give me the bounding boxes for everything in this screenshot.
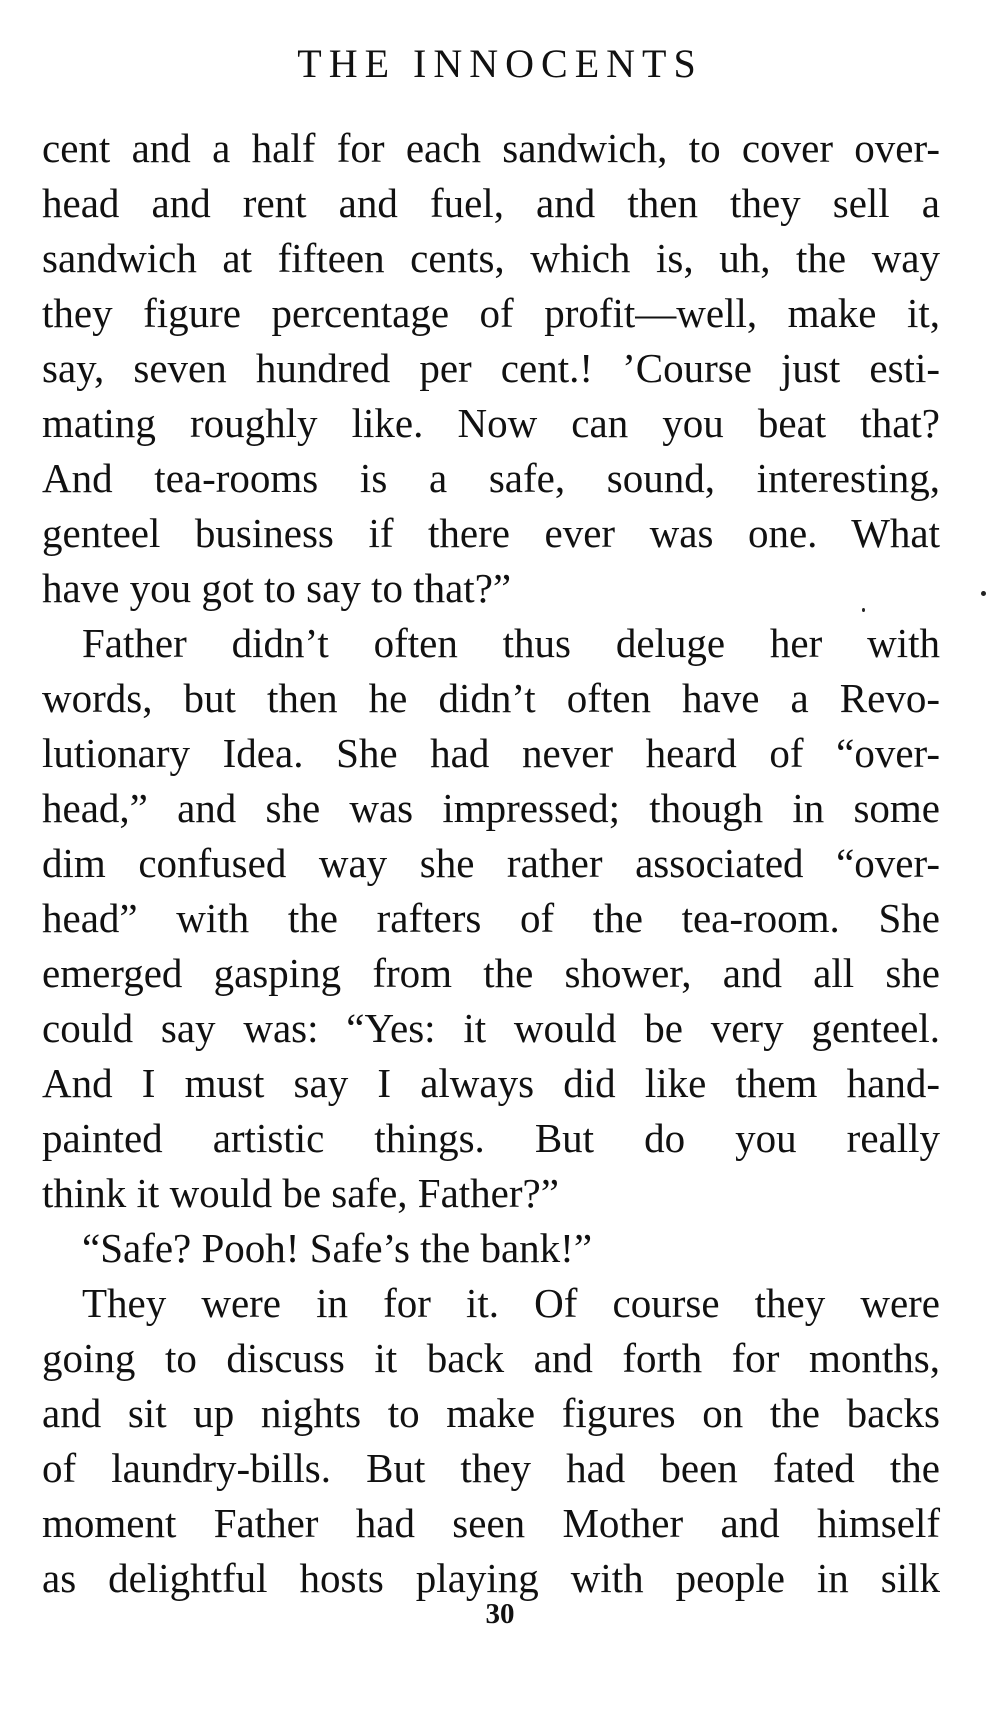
text-line: going to discuss it back and forth for months, <box>42 1335 940 1381</box>
text-line: head and rent and fuel, and then they sell a <box>42 180 940 226</box>
ink-speck <box>862 608 865 612</box>
text-line: dim confused way she rather associated “over- <box>42 840 940 886</box>
text-line: mating roughly like. Now can you beat that? <box>42 400 940 446</box>
text-line: And I must say I always did like them hand- <box>42 1060 940 1106</box>
body-text <box>42 121 940 1606</box>
text-line: have you got to say to that?” <box>42 565 512 611</box>
text-line: as delightful hosts playing with people in silk <box>42 1555 940 1601</box>
text-line: emerged gasping from the shower, and all she <box>42 950 940 996</box>
text-line: lutionary Idea. She had never heard of “over- <box>42 730 940 776</box>
running-head: THE INNOCENTS <box>297 41 703 86</box>
text-line: head,” and she was impressed; though in some <box>42 785 940 831</box>
text-line: They were in for it. Of course they were <box>82 1280 940 1326</box>
text-line: they figure percentage of profit—well, make it, <box>42 290 940 336</box>
ink-speck <box>981 591 986 596</box>
text-line: words, but then he didn’t often have a Revo- <box>42 675 940 721</box>
text-line: could say was: “Yes: it would be very genteel. <box>42 1005 940 1051</box>
text-line: sandwich at fifteen cents, which is, uh, the way <box>42 235 940 281</box>
text-line: and sit up nights to make figures on the backs <box>42 1390 940 1436</box>
text-line: think it would be safe, Father?” <box>42 1170 559 1216</box>
text-line: painted artistic things. But do you really <box>42 1115 940 1161</box>
text-line: genteel business if there ever was one. What <box>42 510 940 556</box>
text-line: of laundry-bills. But they had been fated the <box>42 1445 940 1491</box>
text-line: “Safe? Pooh! Safe’s the bank!” <box>82 1225 593 1271</box>
text-line: Father didn’t often thus deluge her with <box>82 620 940 666</box>
page-number: 30 <box>485 1598 515 1630</box>
text-line: And tea-rooms is a safe, sound, interesting, <box>42 455 940 501</box>
text-line: say, seven hundred per cent.! ’Course just esti- <box>42 345 940 391</box>
text-line: head” with the rafters of the tea-room. She <box>42 895 940 941</box>
text-line: moment Father had seen Mother and himself <box>42 1500 940 1546</box>
text-line: cent and a half for each sandwich, to cover over- <box>42 125 940 171</box>
